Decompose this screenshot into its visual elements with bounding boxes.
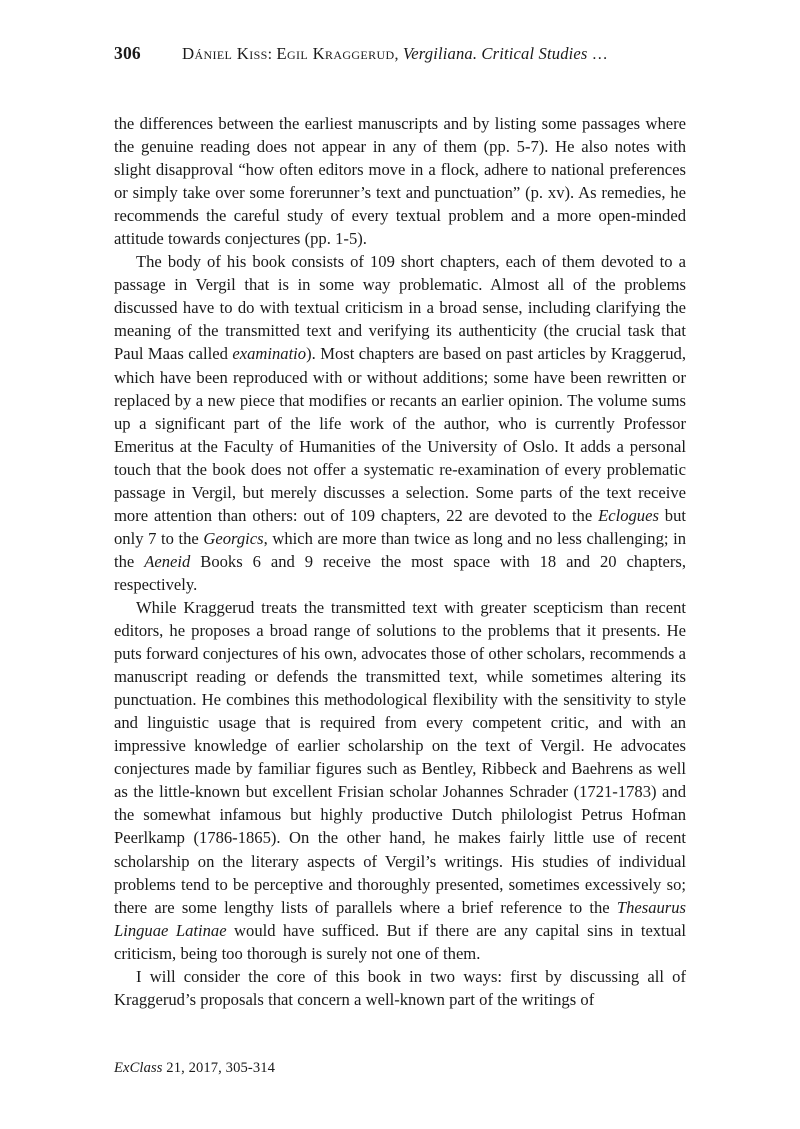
running-head-separator: : <box>267 46 277 63</box>
running-head-reviewed-author: Egil Kraggerud <box>276 44 395 63</box>
running-head-ellipsis: … <box>587 46 608 63</box>
paragraph <box>114 596 686 965</box>
running-head-comma: , <box>394 46 403 63</box>
italic-term: examinatio <box>232 344 307 364</box>
running-head-book-title: Vergiliana. Critical Studies <box>402 44 588 63</box>
page-number: 306 <box>114 43 141 63</box>
text-run: Books 6 and 9 receive the most space with 18 and 20 chapters, respectively. <box>114 551 686 594</box>
text-run: the differences between the earliest manuscripts and by listing some passages where the genuine reading does not appear in any of them (pp. 5-7). He also notes with slight disapproval “how often editors move in a flock, adhere to national preferences or simply take over some forerunner’s text and punctuation” (p. xv). As remedies, he recommends the careful study of every textual problem and a more open-minded attitude towards conjectures (pp. 1-5). <box>114 114 686 249</box>
text-run: , which are more than twice as long and no less challenging; in the <box>114 528 686 571</box>
running-head-author: Dániel Kiss <box>182 44 268 63</box>
italic-term: Thesaurus Linguae Latinae <box>114 897 686 940</box>
text-run: I will consider the core of this book in two ways: first by discussing all of Kraggerud’s proposals that concern a well-known part of the writings of <box>114 966 686 1009</box>
italic-term: Georgics <box>203 528 264 548</box>
italic-term: Aeneid <box>144 551 191 571</box>
paragraph <box>114 250 686 596</box>
journal-name: ExClass <box>114 1060 163 1076</box>
running-head-title <box>182 44 608 64</box>
text-run: While Kraggerud treats the transmitted text with greater scepticism than recent editors, he proposes a broad range of solutions to the problems that it presents. He puts forward conjectures of his own, advocates those of other scholars, recommends a manuscript reading or defends the transmitted text, while sometimes altering its punctuation. He combines this methodological flexibility with the sensitivity to style and linguistic usage that is required from every competent critic, and with an impressive knowledge of earlier scholarship on the text of Vergil. He advocates conjectures made by familiar figures such as Bentley, Ribbeck and Baehrens as well as the little-known but excellent Frisian scholar Johannes Schrader (1721-1783) and the somewhat infamous but highly productive Dutch philologist Petrus Hofman Peerlkamp (1786-1865). On the other hand, he makes fairly little use of recent scholarship on the literary aspects of Vergil’s writings. His studies of individual problems tend to be perceptive and thoroughly presented, sometimes excessively so; there are some lengthy lists of parallels where a brief reference to the <box>114 597 686 917</box>
running-head <box>114 43 686 69</box>
text-run: ). Most chapters are based on past articles by Kraggerud, which have been reproduced with or without additions; some have been rewritten or replaced by a new piece that modifies or recants an earlier opinion. The volume sums up a significant part of the life work of the author, who is currently Professor Emeritus at the Faculty of Humanities of the University of Oslo. It adds a personal touch that the book does not offer a systematic re-examination of every problematic passage in Vergil, but merely discusses a selection. Some parts of the text receive more attention than others: out of 109 chapters, 22 are devoted to the <box>114 344 687 525</box>
body-text <box>114 112 686 1011</box>
paragraph <box>114 112 686 250</box>
footer-citation <box>114 1060 275 1077</box>
text-run: but only 7 to the <box>114 505 686 548</box>
italic-term: Eclogues <box>598 505 659 525</box>
text-run: would have sufficed. But if there are any capital sins in textual criticism, being too thorough is surely not one of them. <box>114 920 686 963</box>
text-run: The body of his book consists of 109 short chapters, each of them devoted to a passage in Vergil that is in some way problematic. Almost all of the problems discussed have to do with textual criticism in a broad sense, including clarifying the meaning of the transmitted text and verifying its authenticity (the crucial task that Paul Maas called <box>114 252 686 364</box>
paragraph <box>114 965 686 1011</box>
journal-volume-year-pages: 21, 2017, 305-314 <box>162 1060 276 1076</box>
